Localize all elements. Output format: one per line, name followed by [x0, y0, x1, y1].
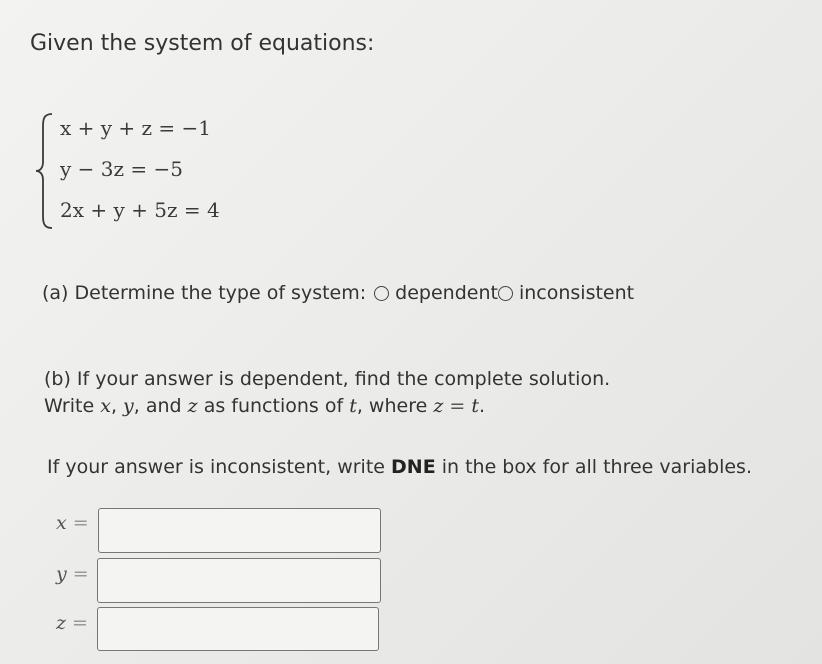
functions-text: as functions of	[203, 395, 344, 417]
equals-sign: =	[449, 395, 466, 417]
equation-1: x + y + z = −1	[60, 116, 212, 140]
param-t: t	[349, 395, 357, 417]
equation-3: 2x + y + 5z = 4	[60, 198, 220, 222]
part-b-line-1: (b) If your answer is dependent, find the complete solution.	[44, 368, 611, 390]
y-equals: =	[72, 563, 89, 585]
period-text: .	[479, 395, 486, 417]
left-brace	[34, 110, 56, 232]
and-text: , and	[133, 395, 182, 417]
write-text: Write	[44, 395, 95, 417]
dependent-radio[interactable]	[374, 286, 389, 301]
where-t: t	[471, 395, 479, 417]
y-variable: y	[56, 563, 67, 585]
z-equals: =	[72, 612, 88, 634]
z-variable: z	[56, 612, 67, 634]
x-label	[56, 512, 89, 534]
var-y: y	[123, 395, 134, 417]
where-text: , where	[356, 395, 428, 417]
dependent-label[interactable]: dependent	[395, 282, 498, 304]
inconsistent-label[interactable]: inconsistent	[518, 282, 635, 304]
inconsistent-suffix: in the box for all three variables.	[441, 456, 752, 478]
inconsistent-prefix: If your answer is inconsistent, write	[47, 456, 385, 478]
part-a-question	[42, 282, 634, 304]
inconsistent-instructions	[47, 456, 752, 478]
inconsistent-radio[interactable]	[498, 286, 513, 301]
part-a-prompt: (a) Determine the type of system:	[42, 282, 367, 304]
equation-system	[34, 110, 274, 232]
y-label	[56, 563, 89, 585]
x-equals: =	[72, 512, 89, 534]
var-z: z	[187, 395, 198, 417]
problem-title: Given the system of equations:	[30, 31, 375, 56]
comma-text: ,	[110, 395, 117, 417]
var-x: x	[100, 395, 111, 417]
z-answer-input[interactable]	[97, 607, 379, 651]
x-answer-input[interactable]	[98, 508, 381, 553]
z-label	[56, 612, 88, 634]
equation-2: y − 3z = −5	[60, 157, 183, 181]
where-z: z	[433, 395, 444, 417]
x-variable: x	[56, 512, 67, 534]
part-b-line-2	[44, 395, 485, 417]
dne-keyword: DNE	[391, 456, 436, 478]
y-answer-input[interactable]	[97, 558, 381, 603]
